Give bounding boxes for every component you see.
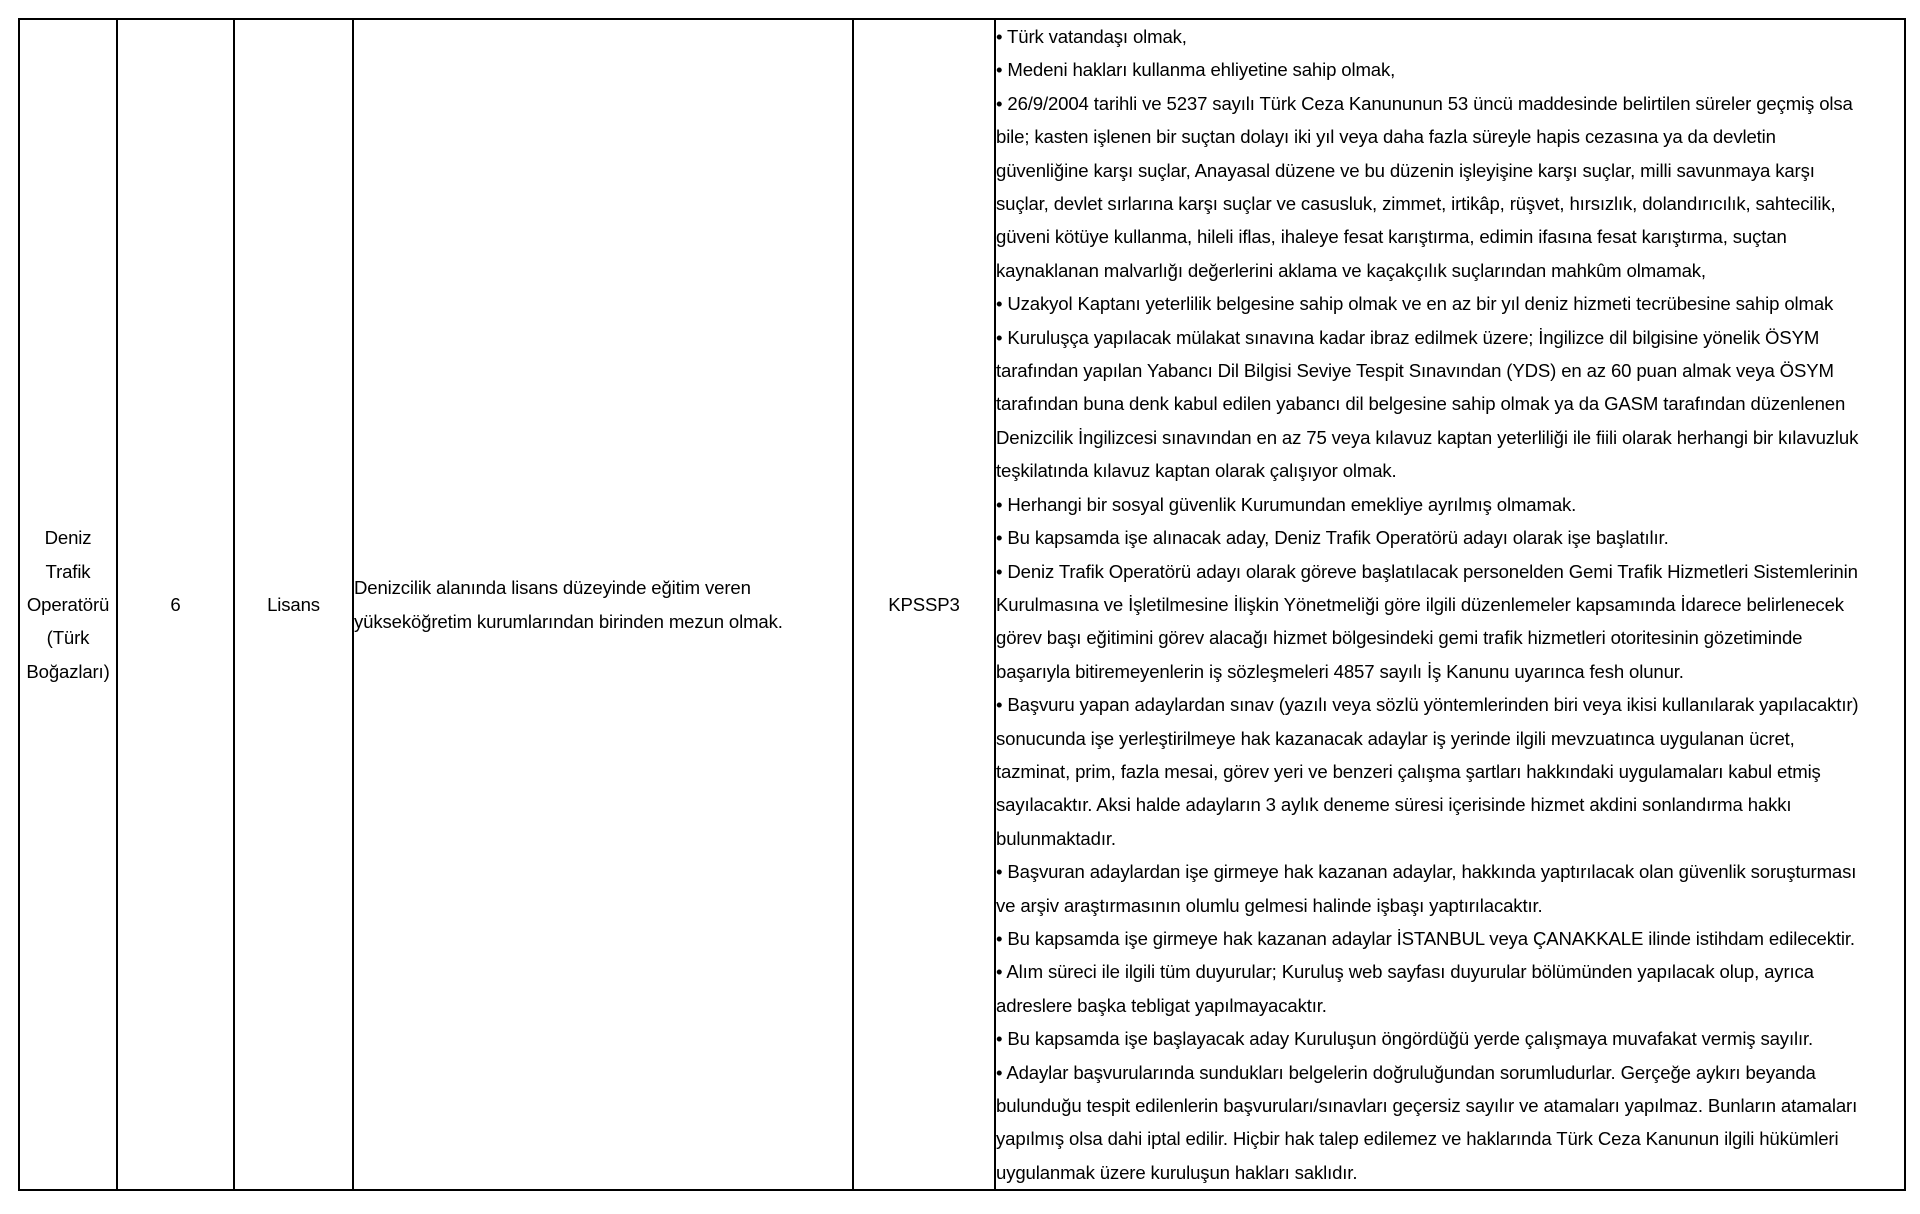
requirement-line: • Uzakyol Kaptanı yeterlilik belgesine sahip olmak ve en az bir yıl deniz hizmeti tecrübesine sahip olmak xyxy=(996,293,1834,315)
position-title-line: Trafik xyxy=(45,560,91,582)
position-title-cell xyxy=(19,19,117,1190)
requirement-line: yapılmış olsa dahi iptal edilir. Hiçbir hak talep edilemez ve haklarında Türk Ceza Kanunun ilgili hükümleri xyxy=(996,1128,1839,1150)
requirement-line: bile; kasten işlenen bir suçtan dolayı iki yıl veya daha fazla süreyle hapis cezasına ya da devletin xyxy=(996,126,1776,148)
requirement-line: • Başvuru yapan adaylardan sınav (yazılı veya sözlü yöntemlerinden biri veya ikisi kullanılarak yapılacaktır) xyxy=(996,694,1859,716)
requirement-line: • Medeni hakları kullanma ehliyetine sahip olmak, xyxy=(996,59,1396,81)
qualification-cell xyxy=(353,19,853,1190)
requirement-line: • 26/9/2004 tarihli ve 5237 sayılı Türk Ceza Kanununun 53 üncü maddesinde belirtilen süreler geçmiş olsa xyxy=(996,92,1853,114)
position-title-line: Boğazları) xyxy=(26,660,110,682)
position-count-cell: 6 xyxy=(117,19,234,1190)
requirement-line: sayılacaktır. Aksi halde adayların 3 aylık deneme süresi içerisinde hizmet akdini sonlandırma hakkı xyxy=(996,794,1792,816)
qualification-line: yükseköğretim kurumlarından birinden mezun olmak. xyxy=(354,610,783,632)
requirement-line: • Bu kapsamda işe başlayacak aday Kuruluşun öngördüğü yerde çalışmaya muvafakat vermiş sayılır. xyxy=(996,1028,1814,1050)
requirement-line: uygulanmak üzere kuruluşun hakları saklıdır. xyxy=(996,1161,1358,1183)
requirement-line: tazminat, prim, fazla mesai, görev yeri ve benzeri çalışma şartları hakkındaki uygulamaları kabul etmiş xyxy=(996,760,1821,782)
requirement-line: adreslere başka tebligat yapılmayacaktır. xyxy=(996,994,1327,1016)
requirement-line: başarıyla bitiremeyenlerin iş sözleşmeleri 4857 sayılı İş Kanunu uyarınca fesh olunur. xyxy=(996,660,1684,682)
requirement-line: • Deniz Trafik Operatörü adayı olarak göreve başlatılacak personelden Gemi Trafik Hizmetleri Sistemlerinin xyxy=(996,560,1858,582)
education-level-cell: Lisans xyxy=(234,19,353,1190)
requirement-line: • Türk vatandaşı olmak, xyxy=(996,26,1187,47)
requirement-line: suçlar, devlet sırlarına karşı suçlar ve casusluk, zimmet, irtikâp, rüşvet, hırsızlık, dolandırıcılık, sahtecilik, xyxy=(996,193,1836,215)
requirement-line: sonucunda işe yerleştirilmeye hak kazanacak adaylar iş yerinde ilgili mevzuatınca uygulanan ücret, xyxy=(996,727,1795,749)
requirement-line: tarafından yapılan Yabancı Dil Bilgisi Seviye Tespit Sınavından (YDS) en az 60 puan almak veya ÖSYM xyxy=(996,360,1834,382)
requirement-line: Kurulmasına ve İşletilmesine İlişkin Yönetmeliği göre ilgili düzenlemeler kapsamında İdarece belirlenecek xyxy=(996,593,1844,615)
position-title-line: Operatörü xyxy=(26,593,110,615)
requirement-line: tarafından buna denk kabul edilen yabancı dil belgesine sahip olmak ya da GASM tarafından düzenlenen xyxy=(996,393,1846,415)
requirement-line: • Adaylar başvurularında sundukları belgelerin doğruluğundan sorumludurlar. Gerçeğe aykırı beyanda xyxy=(996,1061,1816,1083)
requirement-line: güvenliğine karşı suçlar, Anayasal düzene ve bu düzenin işleyişine karşı suçlar, milli savunmaya karşı xyxy=(996,159,1815,181)
job-posting-table xyxy=(18,18,1906,1191)
requirement-line: ve arşiv araştırmasının olumlu gelmesi halinde işbaşı yaptırılacaktır. xyxy=(996,894,1543,916)
requirement-line: görev başı eğitimini görev alacağı hizmet bölgesindeki gemi trafik hizmetleri otoritesinin gözetiminde xyxy=(996,627,1803,649)
requirement-line: • Alım süreci ile ilgili tüm duyurular; Kuruluş web sayfası duyurular bölümünden yapılacak olup, ayrıca xyxy=(996,961,1814,983)
requirements-cell xyxy=(995,19,1905,1190)
requirement-line: teşkilatında kılavuz kaptan olarak çalışıyor olmak. xyxy=(996,460,1397,482)
requirement-line: • Bu kapsamda işe girmeye hak kazanan adaylar İSTANBUL veya ÇANAKKALE ilinde istihdam edilecektir. xyxy=(996,927,1855,949)
table-row xyxy=(19,19,1905,1190)
requirement-line: bulunmaktadır. xyxy=(996,827,1116,849)
position-title-line: (Türk xyxy=(46,627,90,649)
requirement-line: • Bu kapsamda işe alınacak aday, Deniz Trafik Operatörü adayı olarak işe başlatılır. xyxy=(996,527,1669,549)
requirement-line: Denizcilik İngilizcesi sınavından en az 75 veya kılavuz kaptan yeterliliği ile fiili olarak herhangi bir kılavuzluk xyxy=(996,426,1859,448)
requirement-line: güveni kötüye kullanma, hileli iflas, ihaleye fesat karıştırma, edimin ifasına fesat karıştırma, suçtan xyxy=(996,226,1787,248)
position-title-line: Deniz xyxy=(44,527,92,549)
requirement-line: • Herhangi bir sosyal güvenlik Kurumundan emekliye ayrılmış olmamak. xyxy=(996,493,1577,515)
requirement-line: • Başvuran adaylardan işe girmeye hak kazanan adaylar, hakkında yaptırılacak olan güvenlik soruşturması xyxy=(996,861,1857,883)
exam-type-cell: KPSSP3 xyxy=(853,19,995,1190)
qualification-line: Denizcilik alanında lisans düzeyinde eğitim veren xyxy=(354,577,751,599)
requirement-line: • Kuruluşça yapılacak mülakat sınavına kadar ibraz edilmek üzere; İngilizce dil bilgisine yönelik ÖSYM xyxy=(996,326,1820,348)
requirement-line: bulunduğu tespit edilenlerin başvuruları/sınavları geçersiz sayılır ve atamaları yapılmaz. Bunların atamaları xyxy=(996,1095,1858,1116)
requirement-line: kaynaklanan malvarlığı değerlerini aklama ve kaçakçılık suçlarından mahkûm olmamak, xyxy=(996,259,1706,281)
